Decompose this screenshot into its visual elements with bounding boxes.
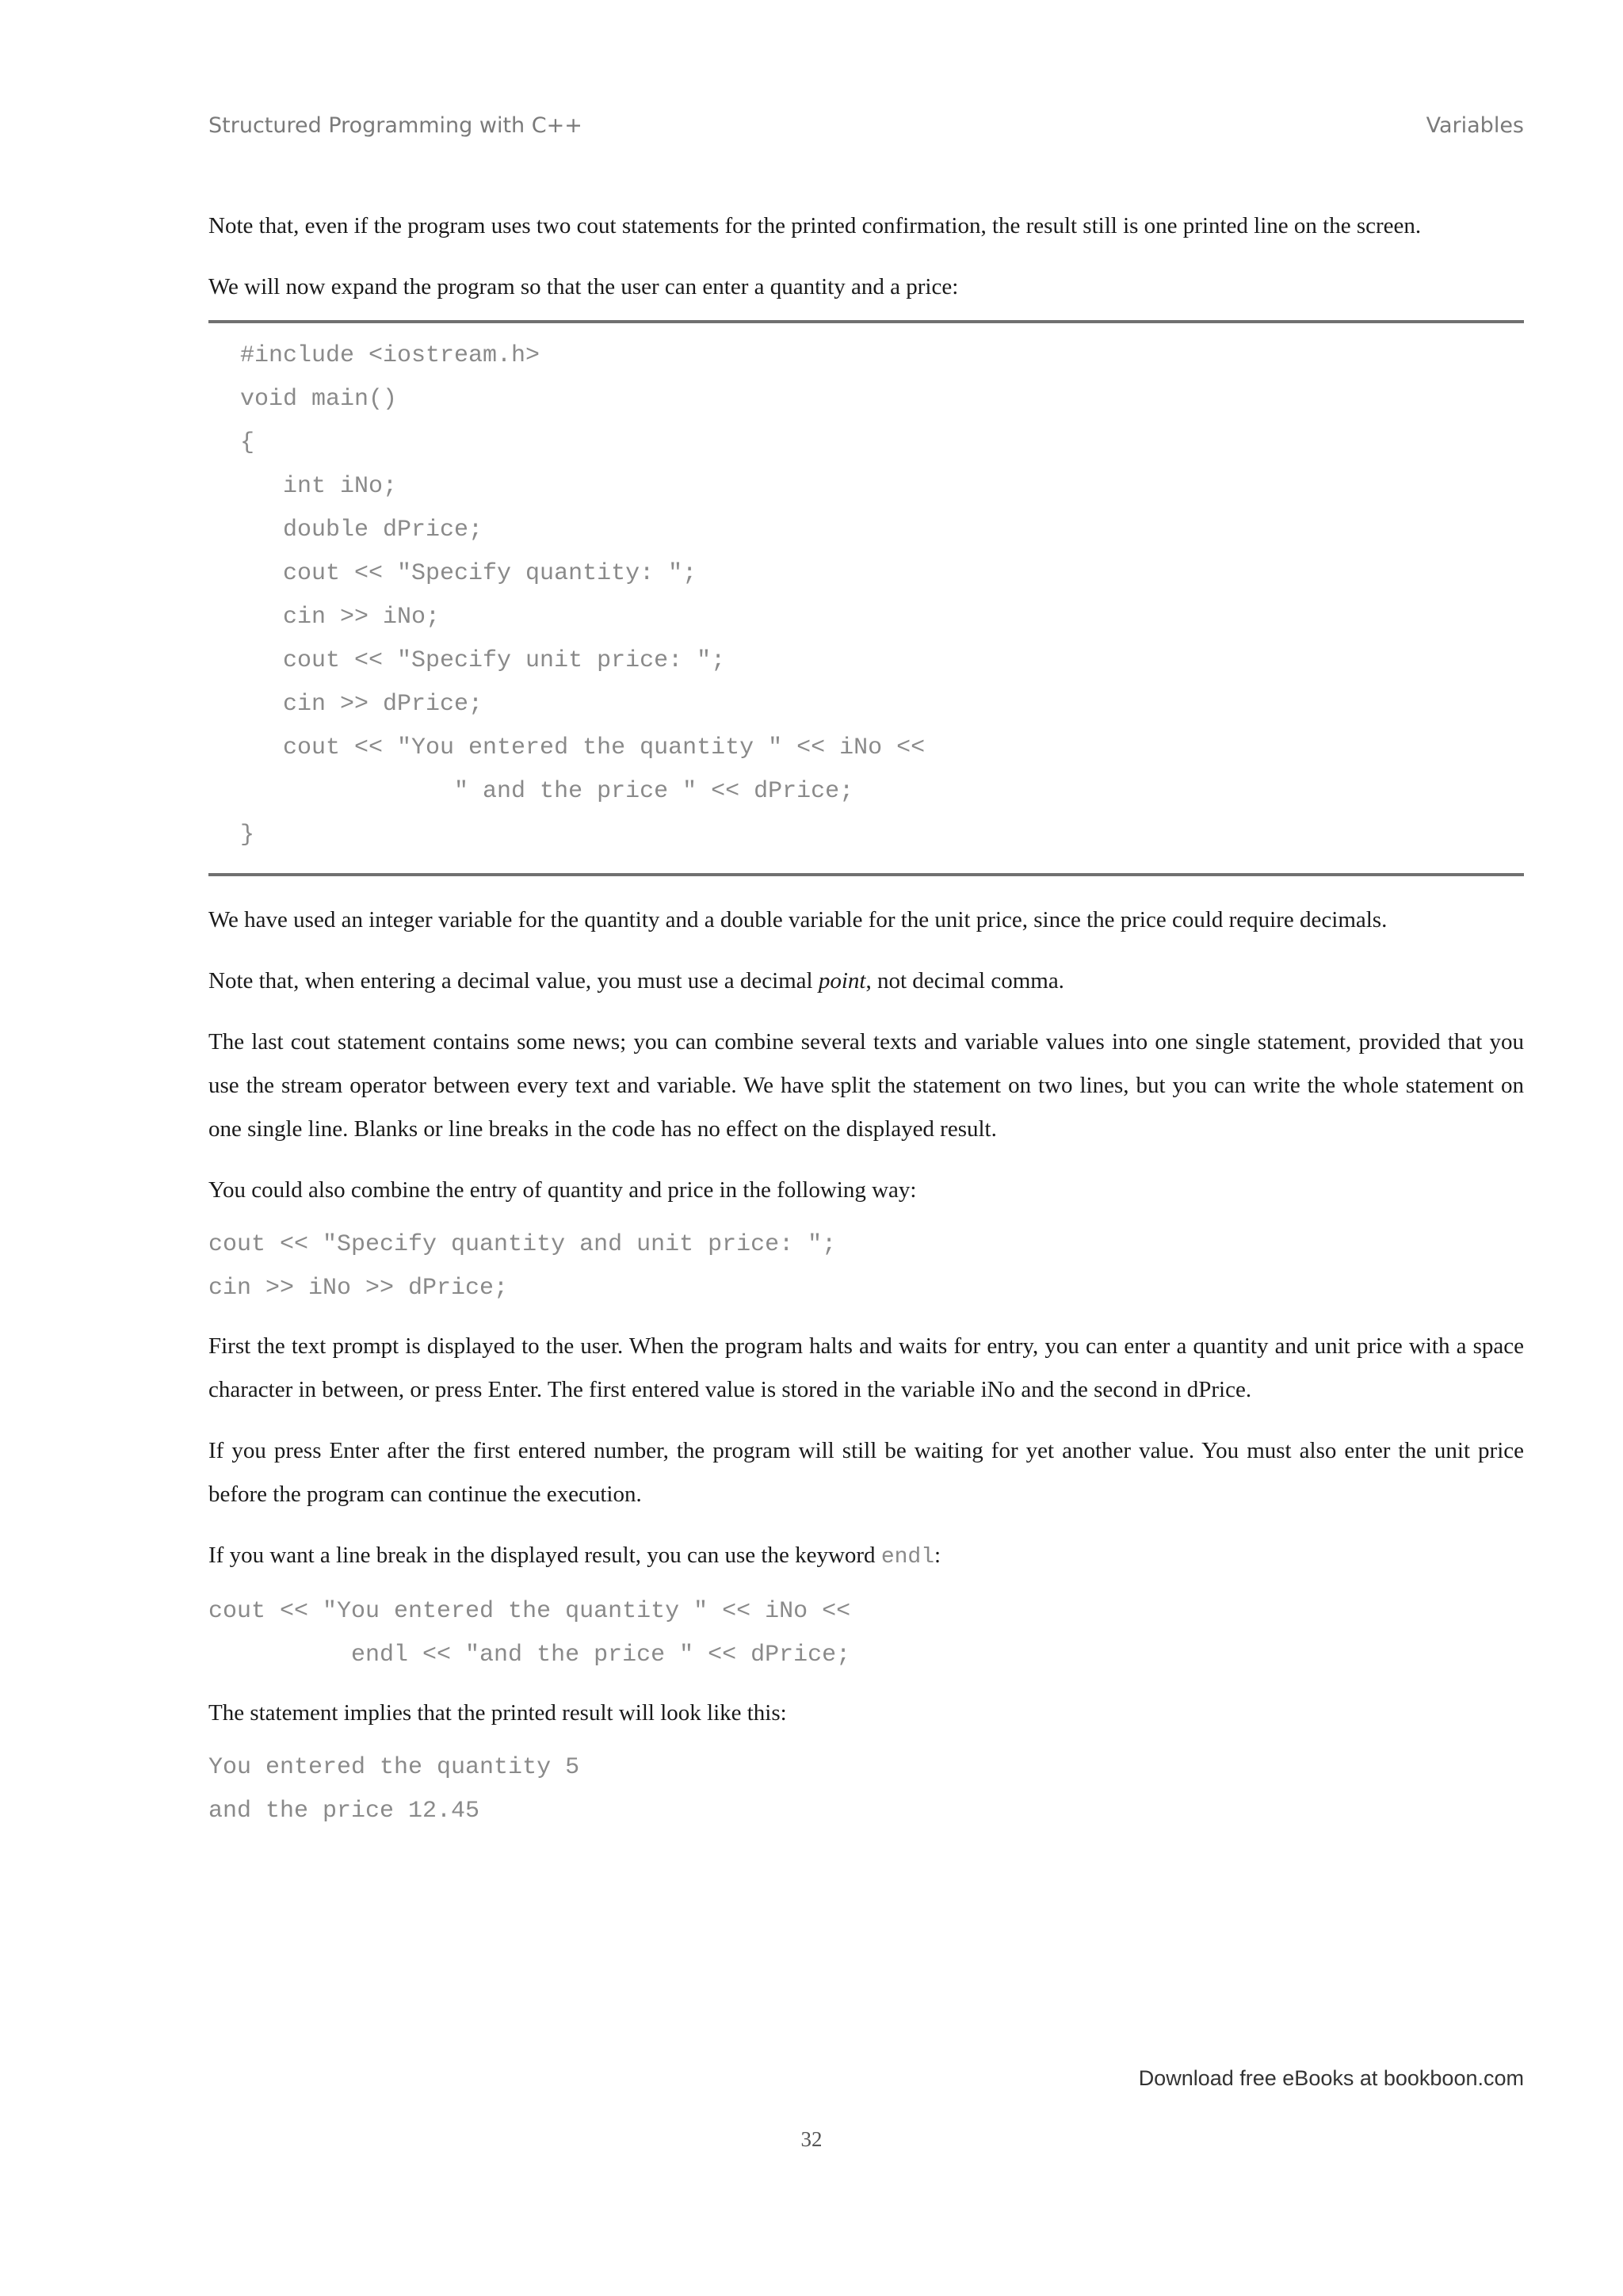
combined-entry-code: cout << "Specify quantity and unit price: "; cin >> iNo >> dPrice; [208, 1231, 837, 1302]
paragraph-press-enter: If you press Enter after the first entered number, the program will still be waiting for yet another value. You must also enter the unit price before the program can continue the execution. [208, 1438, 1524, 1507]
paragraph-text-prompt: First the text prompt is displayed to the user. When the program halts and waits for entry, you can enter a quantity and unit price with a space character in between, or press Enter. The first entered value is stored in the variable iNo and the second in dPrice. [208, 1333, 1524, 1402]
book-title: Structured Programming with C++ [208, 113, 582, 138]
paragraph-line-break [208, 1534, 1524, 1579]
paragraph-stream-operator: The last cout statement contains some news; you can combine several texts and variable values into one single statement, provided that you use the stream operator between every text and variable. We have split the statement on two lines, but you can write the whole statement on one single line. Blanks or line breaks in the code has no effect on the displayed result. [208, 1029, 1524, 1142]
line-break-colon: : [934, 1543, 941, 1568]
decimal-note-end: , not decimal comma. [865, 968, 1064, 994]
paragraph-cout-confirmation: Note that, even if the program uses two cout statements for the printed confirmation, the result still is one printed line on the screen. [208, 213, 1422, 238]
page-content [208, 204, 1524, 1833]
printed-output: You entered the quantity 5 and the price 12.45 [208, 1754, 580, 1825]
line-break-text: If you want a line break in the displayed result, you can use the keyword [208, 1543, 881, 1568]
paragraph-combine-entry: You could also combine the entry of quantity and price in the following way: [208, 1177, 917, 1203]
paragraph-variable-types: We have used an integer variable for the quantity and a double variable for the unit price, since the price could require decimals. [208, 907, 1388, 933]
running-header [208, 113, 1524, 138]
endl-keyword: endl [880, 1545, 935, 1569]
program-code-listing [208, 320, 1524, 876]
paragraph-printed-result: The statement implies that the printed result will look like this: [208, 1700, 787, 1726]
decimal-note-emphasis: point [818, 968, 866, 994]
chapter-title: Variables [1426, 113, 1524, 138]
decimal-note-start: Note that, when entering a decimal value, you must use a decimal [208, 968, 819, 994]
page-number: 32 [800, 2127, 823, 2151]
paragraph-decimal-point [208, 959, 1524, 1003]
endl-example-code: cout << "You entered the quantity " << iNo << endl << "and the price " << dPrice; [208, 1598, 851, 1669]
program-code: #include <iostream.h> void main() { int iNo; double dPrice; cout << "Specify quantity: "; cin >> iNo; cout << "Specify unit price: "; cin >> dPrice; cout << "You entered the quantity " << iNo << " and the price " << dPrice; } [240, 342, 926, 849]
download-link[interactable]: Download free eBooks at bookboon.com [1138, 2066, 1524, 2090]
paragraph-expand-program: We will now expand the program so that the user can enter a quantity and a price: [208, 274, 959, 299]
